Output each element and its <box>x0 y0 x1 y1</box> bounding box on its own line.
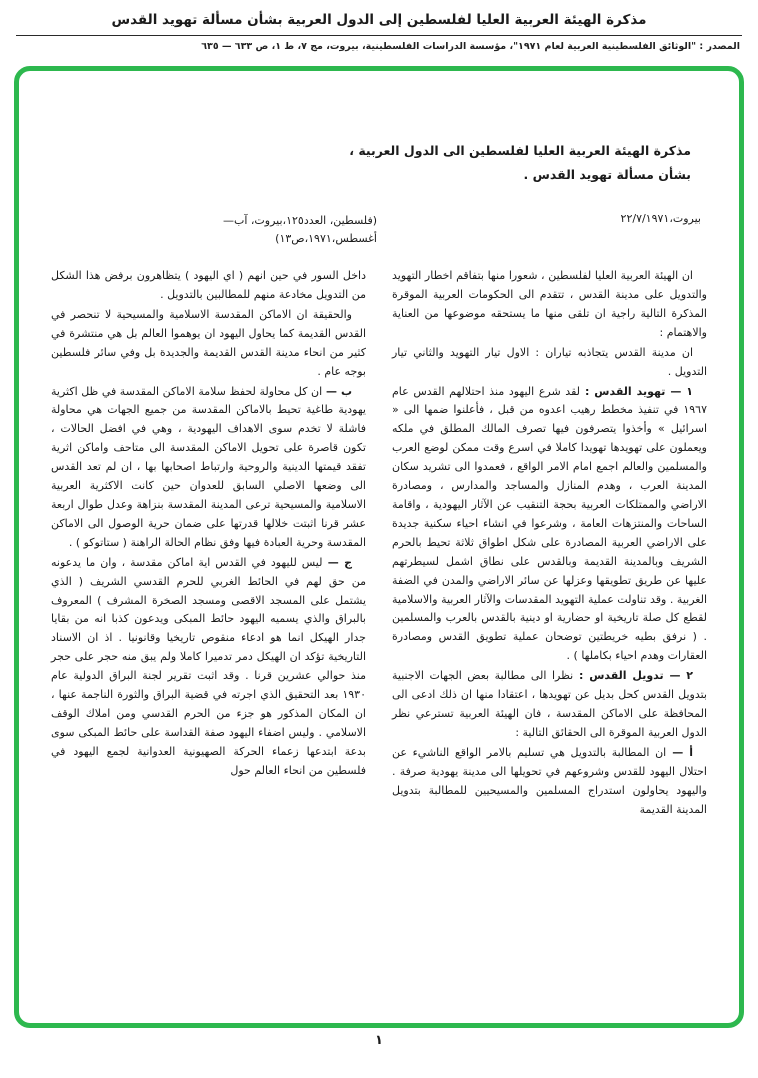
paragraph-lead: أ — <box>666 745 693 759</box>
paragraph-text: ان الهيئة العربية العليا لفلسطين ، شعورا منها بتفاقم اخطار التهويد والتدويل على مدينة القدس ، تتقدم الى الحكومات العربية الموقرة المذكرة التالية راجية ان تلقى منها ما يستحقه موضوعها من العناية والاهتمام : <box>392 269 707 339</box>
paragraph <box>392 744 707 820</box>
paragraph <box>51 306 366 382</box>
paragraph-lead: ب — <box>322 384 352 398</box>
paragraph <box>51 267 366 305</box>
paragraph-text: والحقيقة ان الاماكن المقدسة الاسلامية والمسيحية لا تنحصر في القدس القديمة كما يحاول اليهود ان يوهموا العالم بل هي منتشرة في كثير من انحاء مدينة القدس القديمة والجديدة بل وفي سائر فلسطين بوجه عام . <box>51 307 366 378</box>
two-column-body <box>51 267 707 820</box>
paragraph-text: ان المطالبة بالتدويل هي تسليم بالامر الواقع الناشيء عن احتلال اليهود للقدس وشروعهم في تحويلها الى مدينة يهودية صرفة . واليهود يحاولون استدراج المسلمين والمسيحيين للمطالبة بتدويل المدينة القديمة <box>392 745 707 816</box>
page-title: مذكرة الهيئة العربية العليا لفلسطين إلى الدول العربية بشأن مسألة تهويد القدس <box>111 12 647 28</box>
source-line: المصدر : "الوثائق الفلسطينية العربية لعام ١٩٧١"، مؤسسة الدراسات الفلسطينية، بيروت، مج ٧، ط ١، ص ٦٣٣ — ٦٣٥ <box>201 41 740 52</box>
paragraph-text: داخل السور في حين انهم ( اي اليهود ) يتظاهرون برفض هذا الشكل من التدويل مخادعة منهم للمطالبين بالتدويل . <box>51 269 366 302</box>
paragraph <box>392 267 707 343</box>
memo-heading <box>51 139 707 188</box>
paragraph-text: نظرا الى مطالبة بعض الجهات الاجنبية بتدويل القدس كحل بديل عن تهويدها ، اعتقادا منها ان ذلك ادعى الى المحافظة على الاماكن المقدسة ، فان الهيئة العربية تسترعي نظر الدول العربية الموقرة الى الحقائق التالية : <box>392 669 707 739</box>
paragraph-lead: ٢ — تدويل القدس : <box>573 669 693 683</box>
citation: (فلسطين، العدد١٢٥،بيروت، آب—أغسطس،١٩٧١،ص١٣) <box>222 213 377 246</box>
paragraph <box>392 344 707 382</box>
memo-heading-line-1: مذكرة الهيئة العربية العليا لفلسطين الى الدول العربية ، <box>349 143 691 158</box>
header-divider <box>16 35 742 36</box>
paragraph <box>51 383 366 553</box>
paragraph <box>51 554 366 781</box>
paragraph-text: ليس لليهود في القدس اية اماكن مقدسة ، وان ما يدعونه من حق لهم في الحائط الغربي للحرم القدسي الشريف ( الذي يشتمل على المسجد الاقصى ومسجد الصخرة المشرف ) المعروف بالبراق والذي يسميه اليهود حائط المبكى ويدعون كذبا انه من بقايا جدار الهيكل انما هو ادعاء منقوص تاريخيا وقانونيا . اذ ان الاسناد التاريخية تؤكد ان الهيكل دمر تدميرا كاملا ولم يبق منه حجر على حجر منذ حوالي عشرين قرنا . وقد اثبت تقرير لجنة البراق الدولية عام ١٩٣٠ بعد التحقيق الذي اجرته في قضية البراق والثورة الناجمة عنها ، ان المكان المذكور هو جزء من الحرم القدسي ومن املاك الوقف الاسلامي . وليس اضفاء اليهود صفة القداسة على حائط المبكى سوى بدعة ابتدعها زعماء الحركة الصهيونية العدوانية لجمع اليهود في فلسطين من انحاء العالم حول <box>51 555 366 777</box>
paragraph <box>392 383 707 667</box>
memo-heading-line-2: بشأن مسألة تهويد القدس . <box>523 167 691 183</box>
page-number: ١ <box>375 1033 383 1048</box>
paragraph-text: لقد شرع اليهود منذ احتلالهم القدس عام ١٩٦٧ في تنفيذ مخطط رهيب اعدوه من قبل ، فأعلنوا ضمها الى « اسرائيل » وأخذوا يتصرفون فيها تصرف المالك المطلق في ملكه ويعملون على تهويدها تهويدا كاملا في اسرع وقت ممكن لوضع العرب والمسلمين والعالم اجمع امام الامر الواقع ، فعمدوا الى تشريد سكان المدينة العرب ، وهدم المنازل والمساجد والمدارس ، ومصادرة الاراضي والممتلكات العربية بحجة التنقيب عن الآثار اليهودية ، واقامة الساحات والمنتزهات العامة ، وشرعوا في انشاء احياء سكنية جديدة على الاراضي العربية المصادرة على شكل اطواق ثلاثة تحيط بالحرم الشريف وبالمدينة القديمة وبالقدس على نطاق اشمل لسيطرتهم عليها عن طريق تطويقها وعزلها عن سائر الاراضي والمدن في الضفة الغربية . وقد تناولت عملية التهويد المقدسات والآثار العربية والاسلامية لقطع كل صلة تاريخية او حضارية او دينية بالقدس بالعرب والمسلمين . ( نرفق بطيه خريطتين توضحان عملية تطويق القدس ومصادرة العقارات وهدم احياء بكاملها ) . <box>392 384 707 663</box>
paragraph-text: ان مدينة القدس يتجاذبه تياران : الاول تيار التهويد والثاني تيار التدويل . <box>392 345 707 378</box>
paragraph-lead: ج — <box>322 555 352 569</box>
paragraph-lead: ١ — تهويد القدس : <box>580 384 693 398</box>
paragraph-text: ان كل محاولة لحفظ سلامة الاماكن المقدسة في ظل اكثرية يهودية طاغية تحيط بالاماكن المقدسة من جميع الجهات هي محاولة فاشلة لا تخدم سوى الاهداف اليهودية ، وهي في افضل الحالات ، تكون قاصرة على تحويل الاماكن المقدسة الى متاحف واماكن اثرية تفقد قيمتها الدينية والروحية وارتباط اصحابها بها ، ان لم تعد القدس الى وضعها الاصلي السابق للعدوان حين كانت الاكثرية العربية الاسلامية والمسيحية ترعى المدينة المقدسة بنزاهة وعدل طوال اربعة عشر قرنا اثبتت خلالها قدرتها على ضمان حرية الوصول الى الاماكن المقدسة وحرية العبادة فيها وفق نظام الحالة الراهنة ( ستاتوكو ) . <box>51 384 366 549</box>
document-frame <box>14 66 744 1028</box>
paragraph <box>392 667 707 743</box>
text-column-right <box>392 267 707 820</box>
page-header <box>0 0 758 52</box>
dateline-row <box>51 212 707 249</box>
text-column-left <box>51 267 366 820</box>
dateline: بيروت،٢٢/٧/١٩٧١ <box>620 211 701 225</box>
